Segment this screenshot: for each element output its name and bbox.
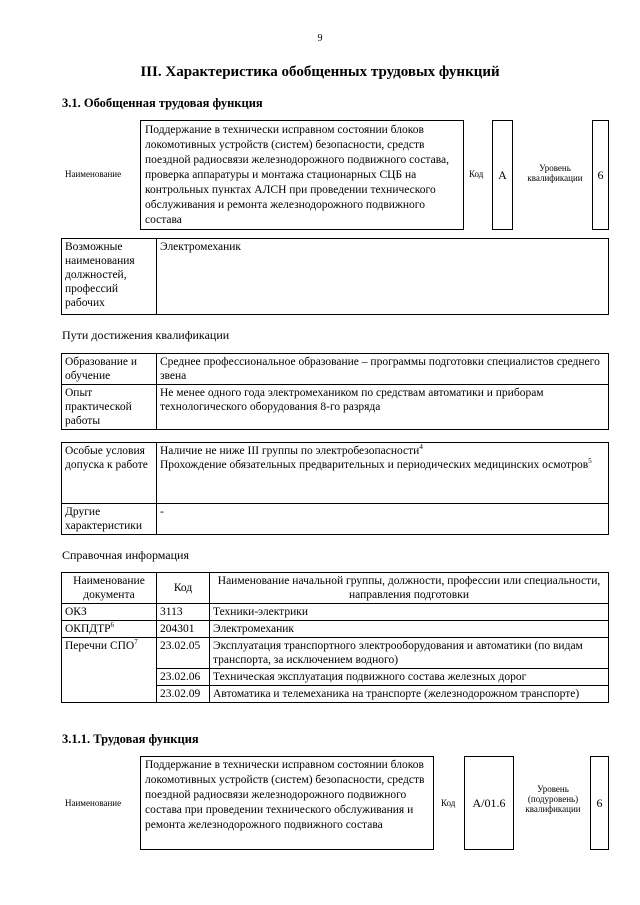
- okz-name: Техники-электрики: [210, 604, 609, 621]
- gtf-name-label: Наименование: [65, 169, 122, 179]
- tf-level: 6: [596, 796, 603, 810]
- tf-level-label: Уровень (подуровень) квалификации: [525, 784, 581, 814]
- ref-table: [61, 572, 609, 703]
- positions-table: [61, 238, 609, 315]
- table-row: [62, 621, 609, 638]
- spo1-code: 23.02.05: [157, 638, 210, 669]
- okz-code: 3113: [157, 604, 210, 621]
- gtf-name-box: [140, 120, 464, 230]
- section-title: III. Характеристика обобщенных трудовых функций: [140, 64, 500, 80]
- footnote-6: 6: [110, 621, 115, 630]
- education-value: Среднее профессиональное образование – программы подготовки специалистов среднего звена: [157, 354, 609, 385]
- tf-level-box: [590, 756, 609, 850]
- positions-label: Возможные наименования должностей, профессий рабочих: [62, 239, 157, 315]
- tf-name-label: Наименование: [65, 798, 122, 808]
- okpdtr-doc-cell: [62, 621, 157, 638]
- education-label: Образование и обучение: [62, 354, 157, 385]
- gtf-level: 6: [597, 168, 604, 182]
- spo2-name: Техническая эксплуатация подвижного состава железных дорог: [210, 669, 609, 686]
- footnote-5: 5: [588, 457, 592, 466]
- paths-title: Пути достижения квалификации: [62, 328, 230, 342]
- tf-code-label: Код: [441, 798, 456, 808]
- table-row: [62, 604, 609, 621]
- gtf-code-label: Код: [469, 169, 484, 179]
- experience-value: Не менее одного года электромехаником по средствам автоматики и приборам технологического оборудования 8-го разряда: [157, 385, 609, 430]
- tf-code: A/01.6: [472, 796, 506, 810]
- tf-name-box: [140, 756, 434, 850]
- gtf-level-label: Уровень квалификации: [527, 163, 583, 183]
- ref-header-doc: Наименование документа: [62, 573, 157, 604]
- footnote-4: 4: [419, 443, 423, 452]
- other-value: -: [157, 504, 609, 535]
- spo3-name: Автоматика и телемеханика на транспорте (железнодорожном транспорте): [210, 686, 609, 703]
- tf-code-box: [464, 756, 514, 850]
- spo3-code: 23.02.09: [157, 686, 210, 703]
- tf-name-text: Поддержание в технически исправном состоянии блоков локомотивных устройств (систем) безопасности, средств поездной радиосвязи железнодорожного подвижного состава при проведении технического обслуживания и ремонта железнодорожного подвижного состава: [145, 759, 425, 831]
- ref-header-code: Код: [157, 573, 210, 604]
- special-line2: Прохождение обязательных предварительных и периодических медицинских осмотров: [160, 459, 589, 471]
- paths-table: [61, 353, 609, 430]
- okpdtr-code: 204301: [157, 621, 210, 638]
- footnote-7: 7: [134, 638, 138, 647]
- okpdtr-doc: ОКПДТР: [65, 623, 111, 635]
- special-conditions-value: [157, 443, 609, 504]
- gtf-code: А: [498, 168, 507, 182]
- spo-doc: Перечни СПО: [65, 640, 135, 652]
- gtf-code-box: [492, 120, 513, 230]
- positions-value: Электромеханик: [157, 239, 609, 315]
- ref-header-name: Наименование начальной группы, должности, профессии или специальности, направления подготовки: [210, 573, 609, 604]
- special-line1: Наличие не ниже III группы по электробезопасности: [160, 445, 420, 457]
- subsection-title-tf: 3.1.1. Трудовая функция: [62, 732, 199, 746]
- experience-label: Опыт практической работы: [62, 385, 157, 430]
- spo-doc-cell: [62, 638, 157, 703]
- special-conditions-label: Особые условия допуска к работе: [62, 443, 157, 504]
- okpdtr-name: Электромеханик: [210, 621, 609, 638]
- table-row: [62, 638, 609, 669]
- okz-doc: ОКЗ: [62, 604, 157, 621]
- conditions-table: [61, 442, 609, 535]
- gtf-level-box: [592, 120, 609, 230]
- page-number: 9: [317, 33, 323, 44]
- subsection-title: 3.1. Обобщенная трудовая функция: [62, 96, 263, 110]
- gtf-name-text: Поддержание в технически исправном состоянии блоков локомотивных устройств (систем) безопасности, средств поездной радиосвязи железнодорожного подвижного состава, проверка аппаратуры и монтажа стационарных СЦБ на контрольных пунктах АЛСН при проведении технического обслуживания и ремонта железнодорожного подвижного состава: [145, 124, 449, 226]
- other-label: Другие характеристики: [62, 504, 157, 535]
- spo2-code: 23.02.06: [157, 669, 210, 686]
- spo1-name: Эксплуатация транспортного электрооборудования и автоматики (по видам транспорта, за исключением водного): [210, 638, 609, 669]
- ref-title: Справочная информация: [62, 548, 189, 562]
